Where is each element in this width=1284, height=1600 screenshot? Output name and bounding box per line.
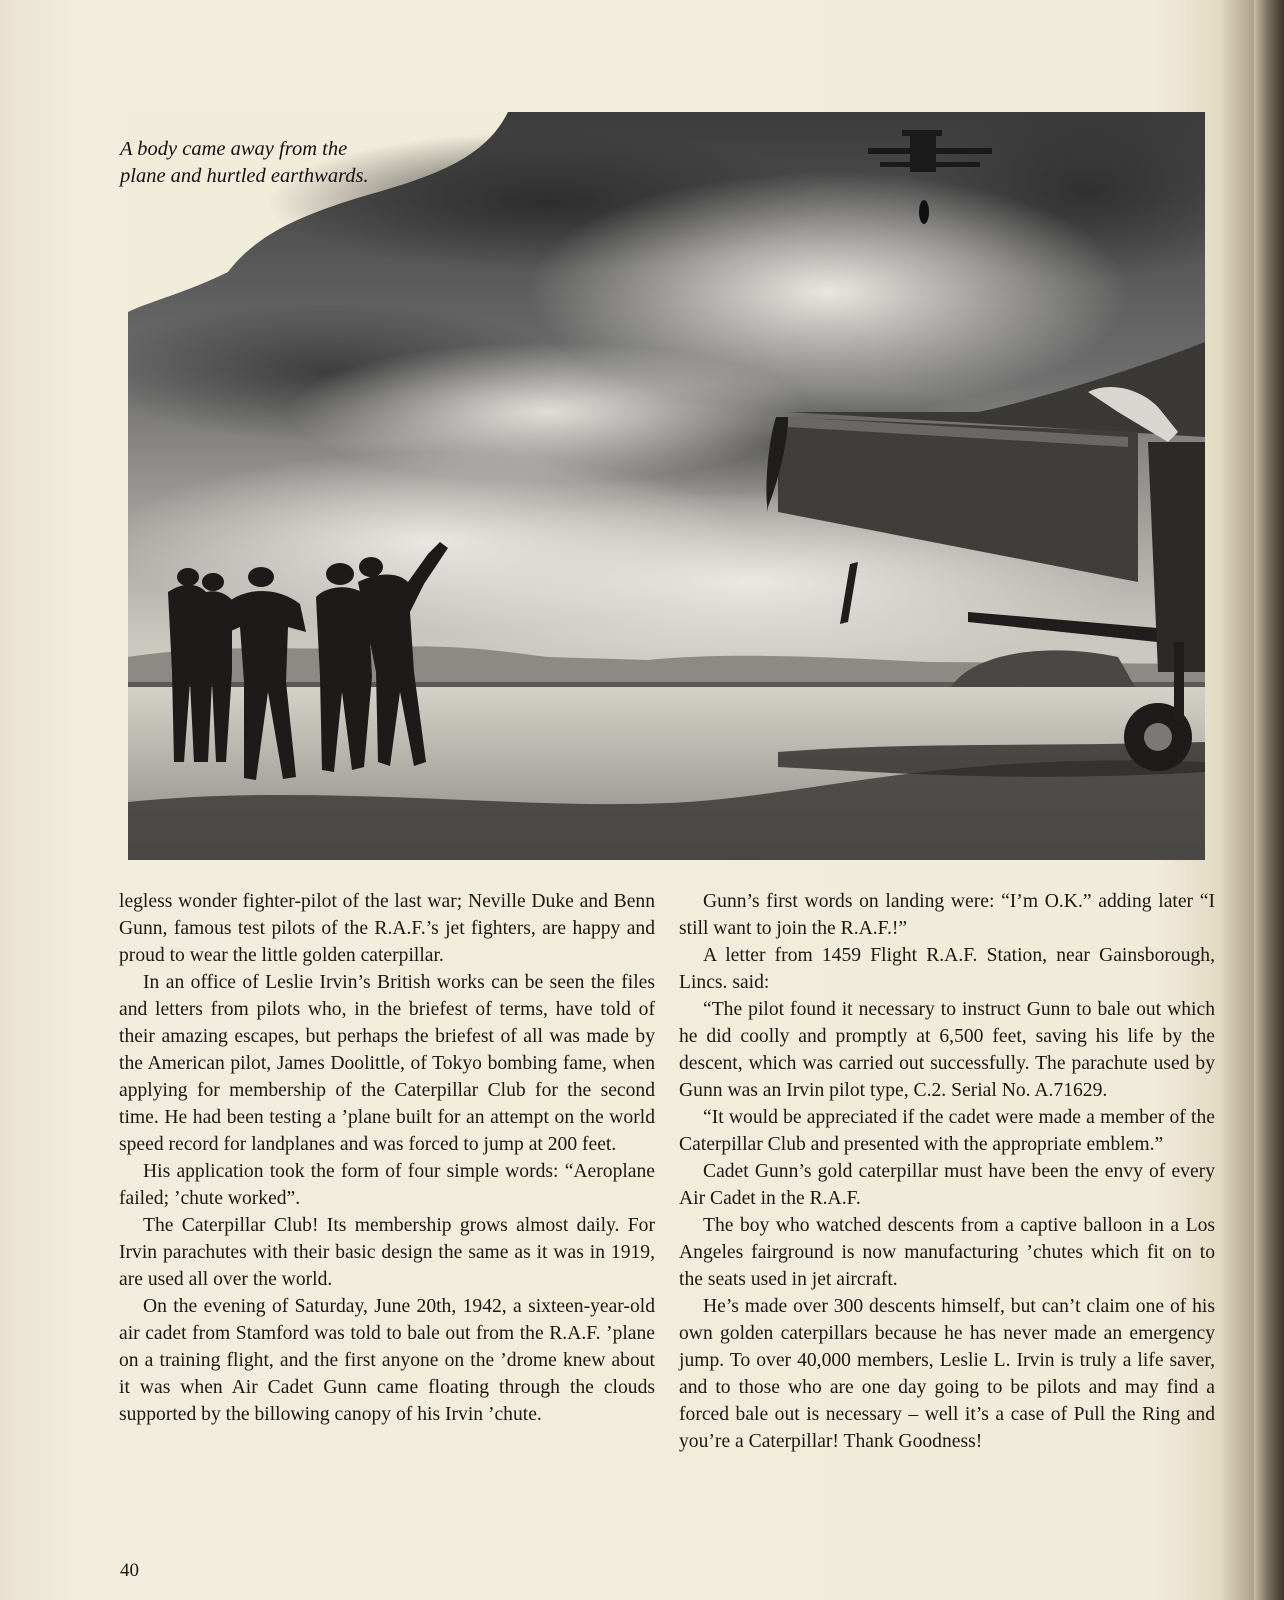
paragraph: He’s made over 300 descents himself, but can’t claim one of his own golden caterpillars because he has never made an emergency jump. To over 40,000 members, Leslie L. Irvin is truly a life saver, and to those who are one day going to be pilots and may find a forced bale out is necessary – well it’s a case of Pull the Ring and you’re a Caterpillar! Thank Goodness! [679,1296,1215,1452]
paragraph: Gunn’s first words on landing were: “I’m O.K.” adding later “I still want to join the R.A.F.!” [679,891,1215,939]
paragraph: “It would be appreciated if the cadet were made a member of the Caterpillar Club and presented with the appropriate emblem.” [679,1107,1215,1155]
paragraph: legless wonder fighter-pilot of the last war; Neville Duke and Benn Gunn, famous test pilots of the R.A.F.’s jet fighters, are happy and proud to wear the little golden caterpillar. [119,891,655,966]
paragraph: The Caterpillar Club! Its membership grows almost daily. For Irvin parachutes with their basic design the same as it was in 1919, are used all over the world. [119,1215,655,1290]
airfield-illustration [128,112,1205,860]
paragraph: “The pilot found it necessary to instruct Gunn to bale out which he did coolly and promptly at 6,500 feet, saving his life by the descent, which was carried out successfully. The parachute used by Gunn was an Irvin pilot type, C.2. Serial No. A.71629. [679,999,1215,1101]
page-binding-shadow [1254,0,1284,1600]
paragraph: His application took the form of four simple words: “Aeroplane failed; ’chute worked”. [119,1161,655,1209]
left-text-column [119,888,655,1428]
illustration-caption: A body came away from the plane and hurtled earthwards. [120,138,369,187]
paragraph: On the evening of Saturday, June 20th, 1942, a sixteen-year-old air cadet from Stamford was told to bale out from the R.A.F. ’plane on a training flight, and the first anyone on the ’drome knew about it was when Air Cadet Gunn came floating through the clouds supported by the billowing canopy of his Irvin ’chute. [119,1296,655,1425]
right-text-column [679,888,1215,1455]
paragraph: The boy who watched descents from a captive balloon in a Los Angeles fairground is now manufacturing ’chutes which fit on to the seats used in jet aircraft. [679,1215,1215,1290]
falling-airman [919,200,929,224]
paragraph: Cadet Gunn’s gold caterpillar must have been the envy of every Air Cadet in the R.A.F. [679,1161,1215,1209]
paragraph: A letter from 1459 Flight R.A.F. Station, near Gainsborough, Lincs. said: [679,945,1215,993]
paragraph: In an office of Leslie Irvin’s British works can be seen the files and letters from pilots who, in the briefest of terms, have told of their amazing escapes, but perhaps the briefest of all was made by the American pilot, James Doolittle, of Tokyo bombing fame, when applying for membership of the Caterpillar Club for the second time. He had been testing a ’plane built for an attempt on the world speed record for landplanes and was forced to jump at 200 feet. [119,972,655,1155]
airfield-scene [128,112,1205,860]
page-number: 40 [120,1560,139,1581]
